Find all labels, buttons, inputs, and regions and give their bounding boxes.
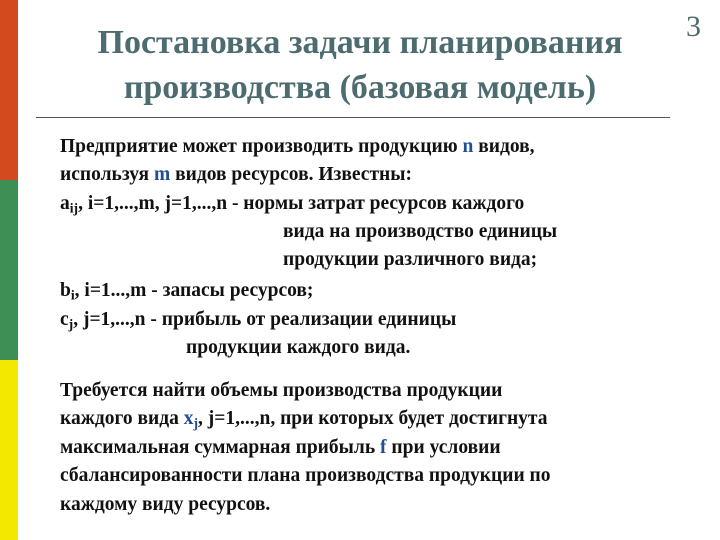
p1-n-symbol: n [462, 136, 474, 157]
p1-line1 [60, 135, 535, 159]
p1-line1-text-b: видов, [473, 136, 535, 157]
p1-line3-text: , i=1,...,m, j=1,...,n - нормы затрат ресурсов каждого [78, 193, 525, 214]
p1-b-subscript: i [70, 287, 75, 303]
p1-c-symbol: c [60, 309, 69, 330]
p1-line5: продукции различного вида; [283, 249, 538, 270]
p1-line2-text-a: используя [60, 164, 154, 185]
p2-line3-text-b: при условии [386, 437, 501, 458]
p2-line3-text-a: максимальная суммарная прибыль [60, 437, 381, 458]
slide-title [40, 20, 680, 110]
p1-line4: вида на производство единицы [283, 221, 558, 242]
p1-line2 [60, 163, 412, 187]
p2-line3 [60, 436, 501, 460]
p2-line2-text-b: , j=1,...,n, при которых будет достигнута [198, 408, 548, 429]
title-divider [36, 117, 670, 118]
p2-f-symbol: f [380, 437, 387, 458]
p1-line1-text-a: Предприятие может производить продукцию [60, 136, 463, 157]
p1-line8: продукции каждого вида. [186, 337, 411, 358]
p1-line6-text: , i=1...,m - запасы ресурсов; [74, 280, 314, 301]
accent-stripe-green [0, 180, 18, 360]
slide-title-line1: Постановка задачи планирования [97, 24, 623, 61]
accent-stripe-red [0, 0, 18, 180]
p1-line2-text-b: видов ресурсов. Известны: [170, 164, 412, 185]
p2-line2-text-a: каждого вида [60, 408, 184, 429]
accent-stripe-yellow [0, 360, 18, 540]
p1-a-symbol: a [60, 193, 70, 214]
p1-c-subscript: j [68, 316, 74, 332]
p1-a-subscript: ij [69, 200, 79, 216]
p2-line4: сбалансированности плана производства продукции по [60, 465, 551, 486]
p1-b-symbol: b [60, 280, 71, 301]
p2-x-subscript: j [193, 415, 198, 431]
p2-line1: Требуется найти объемы производства продукции [60, 380, 503, 401]
p1-line7-text: , j=1,...,n - прибыль от реализации единицы [73, 309, 457, 330]
p2-line5: каждому виду ресурсов. [60, 494, 271, 515]
slide-number: 3 [686, 10, 701, 43]
p2-line2 [60, 407, 548, 431]
p1-line7 [60, 308, 456, 332]
p1-m-symbol: m [154, 164, 171, 185]
p2-x-symbol: x [183, 408, 194, 429]
slide-title-line2: производства (базовая модель) [123, 69, 597, 106]
p1-line6 [60, 279, 313, 303]
p1-line3 [60, 192, 524, 216]
